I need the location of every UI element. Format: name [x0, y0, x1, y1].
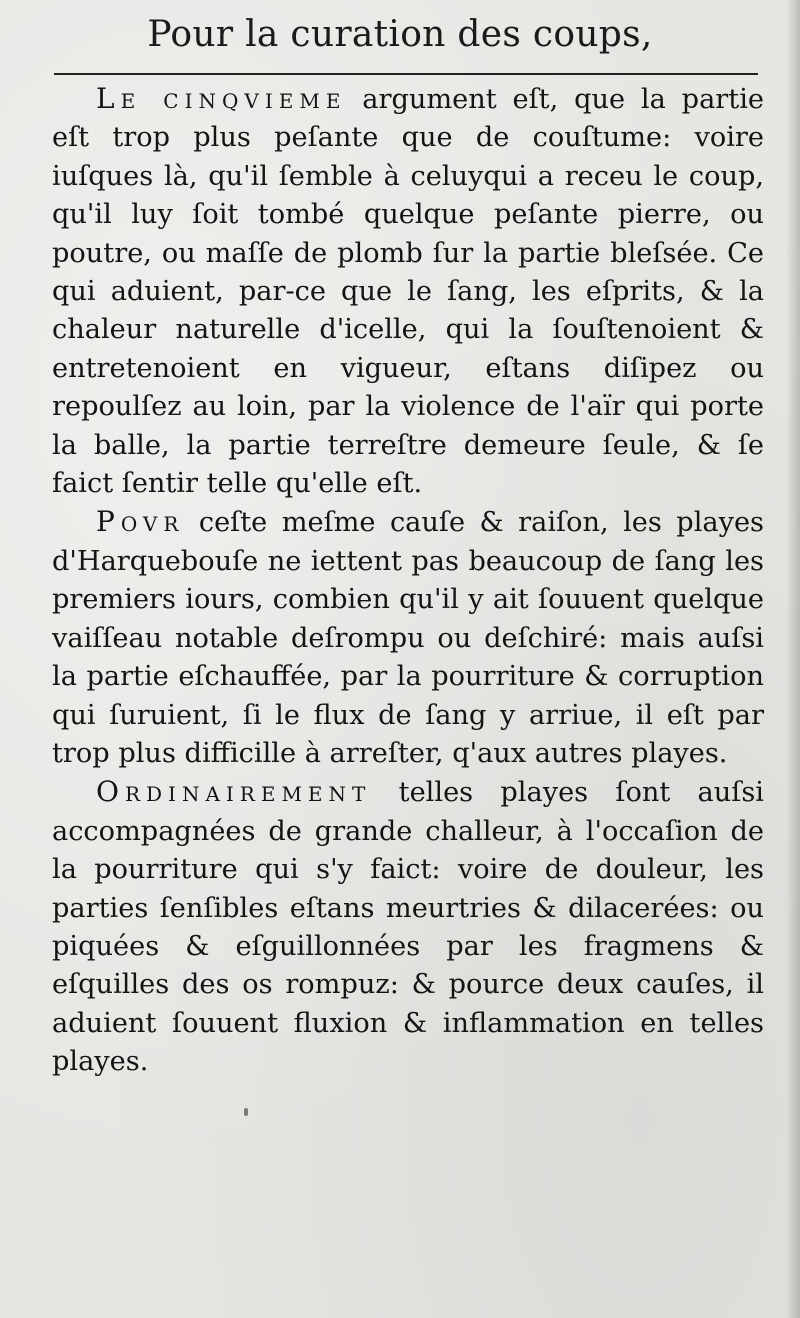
paragraph-1-initial-word: Le cinqvieme [96, 82, 347, 115]
body-text [52, 80, 764, 1082]
paragraph-2-text: ceſte meſme cauſe & raiſon, les playes d'Harquebouſe ne iettent pas beaucoup de ſang les premiers iours, combien qu'il y ait ſouuent quelque vaiſſeau notable deſrompu ou deſchiré: mais auſsi la partie eſchauffée, par la pourriture & corruption qui ſuruient, ſi le flux de ſang y arriue, il eſt par trop plus difficille à arreſter, q'aux autres playes. [52, 507, 764, 769]
paragraph-1 [52, 80, 764, 503]
paragraph-2 [52, 503, 764, 773]
running-head: Pour la curation des coups, [147, 14, 653, 55]
paragraph-3-initial-word: Ordinairement [96, 775, 372, 809]
paragraph-2-initial-word: Povr [96, 505, 185, 539]
paragraph-1-text: argument eſt, que la partie eſt trop plus peſante que de couſtume: voire iuſques là, qu'il ſemble à celuyqui a receu le coup, qu'il luy ſoit tombé quelque peſante pierre, ou poutre, ou maſſe de plomb ſur la partie bleſsée. Ce qui aduient, par-ce que le ſang, les eſprits, & la chaleur naturelle d'icelle, qui la ſouſtenoient & entretenoient en vigueur, eſtans diſipez ou repoulſez au loin, par la violence de l'aïr qui porte la balle, la partie terreſtre demeure ſeule, & ſe faict ſentir telle qu'elle eſt. [52, 84, 764, 500]
paragraph-3-text: telles playes ſont auſsi accompagnées de grande challeur, à l'occaſion de la pourriture qui s'y faict: voire de douleur, les parties ſenſibles eſtans meurtries & dilacerées: ou piquées & eſguillonnées par les fragmens & eſquilles des os rompuz: & pource deux cauſes, il aduient ſouuent fluxion & inflammation en telles playes. [52, 777, 764, 1078]
ink-speck [244, 1108, 248, 1116]
header-rule [54, 73, 758, 75]
paragraph-3 [52, 773, 764, 1081]
